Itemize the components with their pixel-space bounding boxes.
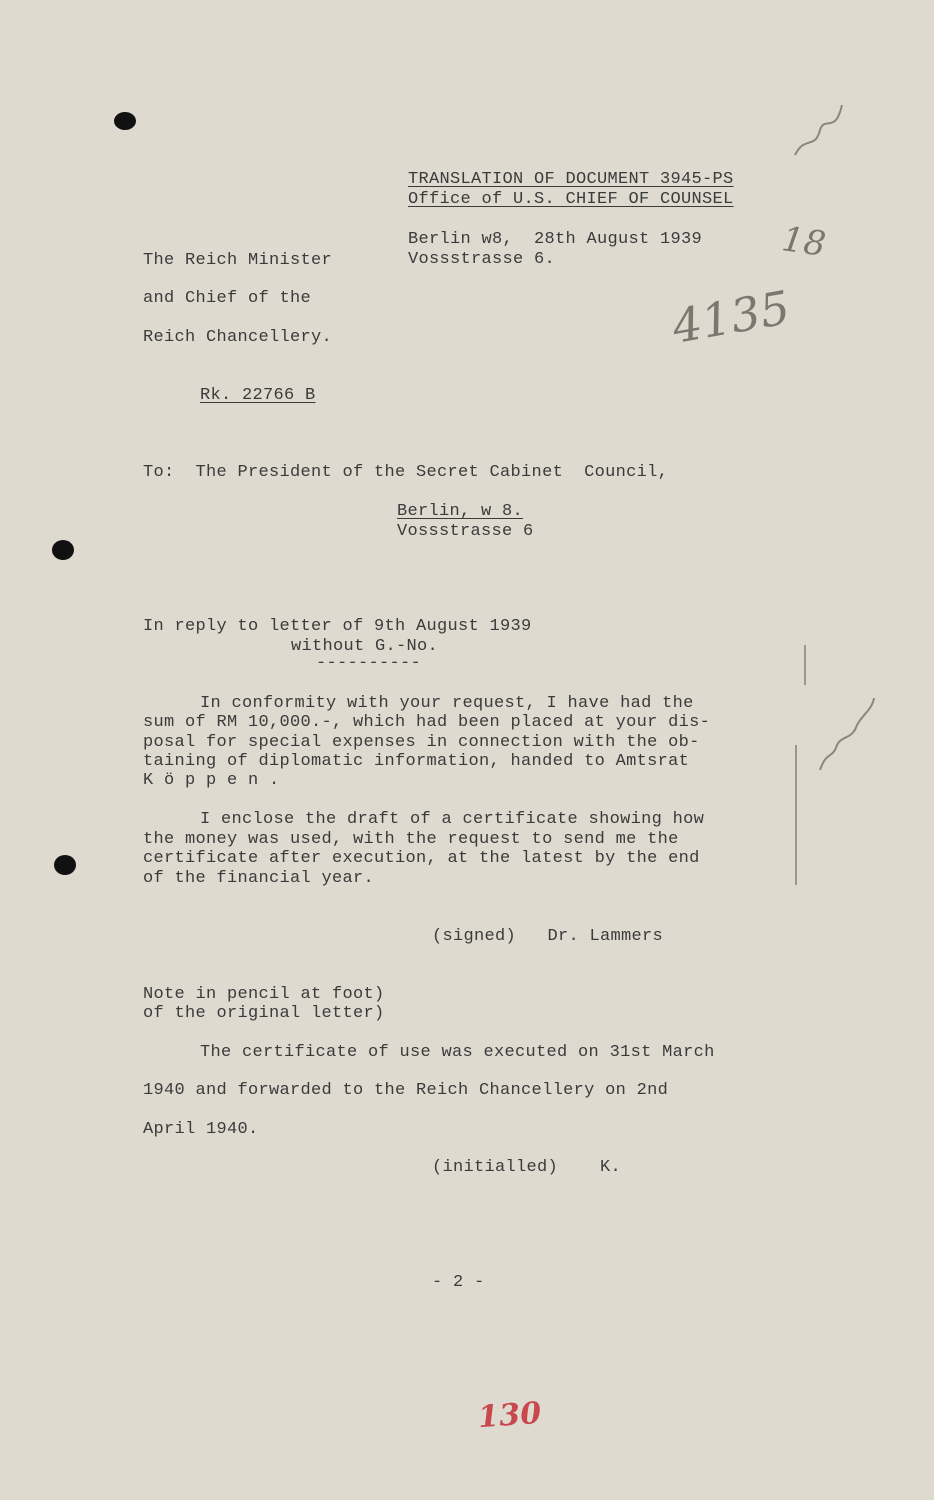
reply-line-1: In reply to letter of 9th August 1939 bbox=[143, 617, 532, 636]
initials: (initialled) K. bbox=[432, 1158, 622, 1177]
pencil-bracket-icon bbox=[812, 690, 882, 780]
reference-number: Rk. 22766 B bbox=[200, 386, 316, 405]
reply-rule: ---------- bbox=[316, 654, 422, 673]
punch-hole-middle bbox=[52, 540, 74, 560]
red-stamp-number: 130 bbox=[476, 1395, 543, 1436]
handwritten-top-right: 18 bbox=[779, 219, 829, 265]
punch-hole-bottom bbox=[54, 855, 76, 875]
signature: (signed) Dr. Lammers bbox=[432, 927, 664, 946]
header-title: TRANSLATION OF DOCUMENT 3945-PS bbox=[408, 170, 734, 189]
note-p-line-3: April 1940. bbox=[143, 1120, 259, 1139]
body-p1-line-4: taining of diplomatic information, handed to Amtsrat bbox=[143, 752, 690, 771]
note-p-line-2: 1940 and forwarded to the Reich Chancellery on 2nd bbox=[143, 1081, 669, 1100]
place-date: Berlin w8, 28th August 1939 bbox=[408, 230, 703, 249]
recipient-city: Berlin, w 8. bbox=[397, 502, 524, 521]
sender-line-3: Reich Chancellery. bbox=[143, 328, 333, 347]
body-p2-line-4: of the financial year. bbox=[143, 869, 375, 888]
body-p1-line-1: In conformity with your request, I have had the bbox=[200, 694, 694, 713]
sender-line-1: The Reich Minister bbox=[143, 251, 333, 270]
recipient-street: Vossstrasse 6 bbox=[397, 522, 534, 541]
note-p-line-1: The certificate of use was executed on 31st March bbox=[200, 1043, 715, 1062]
body-p2-line-2: the money was used, with the request to send me the bbox=[143, 830, 679, 849]
body-p1-line-2: sum of RM 10,000.-, which had been placed at your dis- bbox=[143, 713, 711, 732]
margin-line-lower bbox=[795, 745, 797, 885]
recipient-line: To: The President of the Secret Cabinet Council, bbox=[143, 463, 669, 482]
street-address: Vossstrasse 6. bbox=[408, 250, 556, 269]
margin-line-upper bbox=[804, 645, 806, 685]
pencil-scribble-icon bbox=[790, 95, 850, 165]
header-office: Office of U.S. CHIEF OF COUNSEL bbox=[408, 190, 734, 209]
body-p2-line-3: certificate after execution, at the latest by the end bbox=[143, 849, 700, 868]
body-p2-line-1: I enclose the draft of a certificate showing how bbox=[200, 810, 705, 829]
reply-line-2: without G.-No. bbox=[291, 637, 439, 656]
sender-line-2: and Chief of the bbox=[143, 289, 312, 308]
body-p1-line-5: K ö p p e n . bbox=[143, 771, 280, 790]
body-p1-line-3: posal for special expenses in connection with the ob- bbox=[143, 733, 700, 752]
punch-hole-top bbox=[114, 112, 136, 130]
note-line-2: of the original letter) bbox=[143, 1004, 385, 1023]
handwritten-margin-number: 4135 bbox=[668, 280, 795, 354]
note-line-1: Note in pencil at foot) bbox=[143, 985, 385, 1004]
page-number: - 2 - bbox=[432, 1273, 485, 1292]
